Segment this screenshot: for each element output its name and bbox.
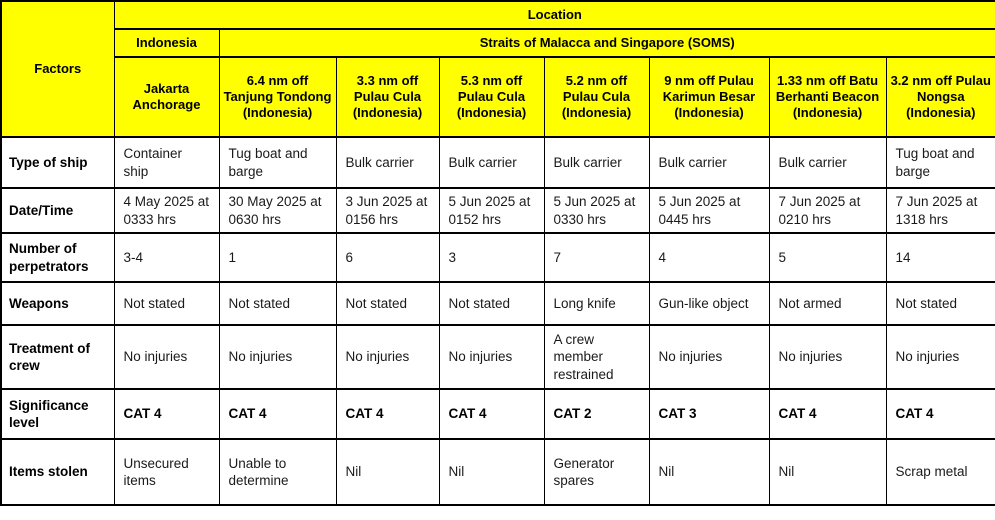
cell: 1 [219,233,336,282]
row-label: Number of perpetrators [1,233,114,282]
cell: No injuries [336,325,439,389]
row-label: Weapons [1,282,114,325]
cell: Bulk carrier [544,137,649,188]
column-header-jakarta-anchorage: Jakarta Anchorage [114,57,219,137]
cell: Gun-like object [649,282,769,325]
cell: CAT 3 [649,389,769,439]
row-label: Treatment of crew [1,325,114,389]
cell: 7 [544,233,649,282]
cell: No injuries [649,325,769,389]
row-label: Type of ship [1,137,114,188]
cell: Not stated [114,282,219,325]
table-row-type-of-ship [1,137,995,188]
cell: Not armed [769,282,886,325]
row-label: Items stolen [1,439,114,505]
cell: 7 Jun 2025 at 1318 hrs [886,188,995,233]
cell: Tug boat and barge [219,137,336,188]
column-header-pulau-cula-2: 5.3 nm off Pulau Cula (Indonesia) [439,57,544,137]
cell: Nil [649,439,769,505]
region-row [1,29,995,57]
cell: Bulk carrier [336,137,439,188]
table-row-items-stolen [1,439,995,505]
cell: Bulk carrier [769,137,886,188]
column-header-karimun-besar: 9 nm off Pulau Karimun Besar (Indonesia) [649,57,769,137]
cell: CAT 4 [439,389,544,439]
cell: 5 Jun 2025 at 0445 hrs [649,188,769,233]
cell: Unsecured items [114,439,219,505]
cell: 3 Jun 2025 at 0156 hrs [336,188,439,233]
cell: 5 Jun 2025 at 0330 hrs [544,188,649,233]
cell: Unable to determine [219,439,336,505]
row-label: Significance level [1,389,114,439]
cell: CAT 4 [114,389,219,439]
cell: 30 May 2025 at 0630 hrs [219,188,336,233]
cell: 7 Jun 2025 at 0210 hrs [769,188,886,233]
cell: 3-4 [114,233,219,282]
cell: A crew member restrained [544,325,649,389]
cell: 4 [649,233,769,282]
cell: Nil [439,439,544,505]
cell: CAT 4 [219,389,336,439]
cell: No injuries [114,325,219,389]
cell: Not stated [439,282,544,325]
table-row-perpetrators [1,233,995,282]
cell: Bulk carrier [439,137,544,188]
cell: 6 [336,233,439,282]
cell: Not stated [219,282,336,325]
cell: CAT 4 [336,389,439,439]
cell: Not stated [886,282,995,325]
cell: Long knife [544,282,649,325]
table-row-treatment-of-crew [1,325,995,389]
region-header-indonesia: Indonesia [114,29,219,57]
cell: 3 [439,233,544,282]
column-header-pulau-cula-3: 5.2 nm off Pulau Cula (Indonesia) [544,57,649,137]
cell: Nil [336,439,439,505]
cell: Nil [769,439,886,505]
cell: Tug boat and barge [886,137,995,188]
cell: 5 Jun 2025 at 0152 hrs [439,188,544,233]
location-row [1,1,995,29]
cell: 14 [886,233,995,282]
cell: Not stated [336,282,439,325]
column-header-pulau-cula-1: 3.3 nm off Pulau Cula (Indonesia) [336,57,439,137]
cell: No injuries [886,325,995,389]
column-header-row [1,57,995,137]
region-header-soms: Straits of Malacca and Singapore (SOMS) [219,29,995,57]
cell: 4 May 2025 at 0333 hrs [114,188,219,233]
column-header-pulau-nongsa: 3.2 nm off Pulau Nongsa (Indonesia) [886,57,995,137]
cell: CAT 4 [769,389,886,439]
table-row-weapons [1,282,995,325]
cell: CAT 4 [886,389,995,439]
factors-corner-header: Factors [1,1,114,137]
column-header-batu-berhanti: 1.33 nm off Batu Berhanti Beacon (Indonesia) [769,57,886,137]
table-row-significance-level [1,389,995,439]
cell: CAT 2 [544,389,649,439]
cell: Bulk carrier [649,137,769,188]
cell: No injuries [219,325,336,389]
column-header-tanjung-tondong: 6.4 nm off Tanjung Tondong (Indonesia) [219,57,336,137]
location-header: Location [114,1,995,29]
cell: Scrap metal [886,439,995,505]
cell: No injuries [769,325,886,389]
row-label: Date/Time [1,188,114,233]
cell: Generator spares [544,439,649,505]
cell: 5 [769,233,886,282]
cell: Container ship [114,137,219,188]
cell: No injuries [439,325,544,389]
table-row-date-time [1,188,995,233]
